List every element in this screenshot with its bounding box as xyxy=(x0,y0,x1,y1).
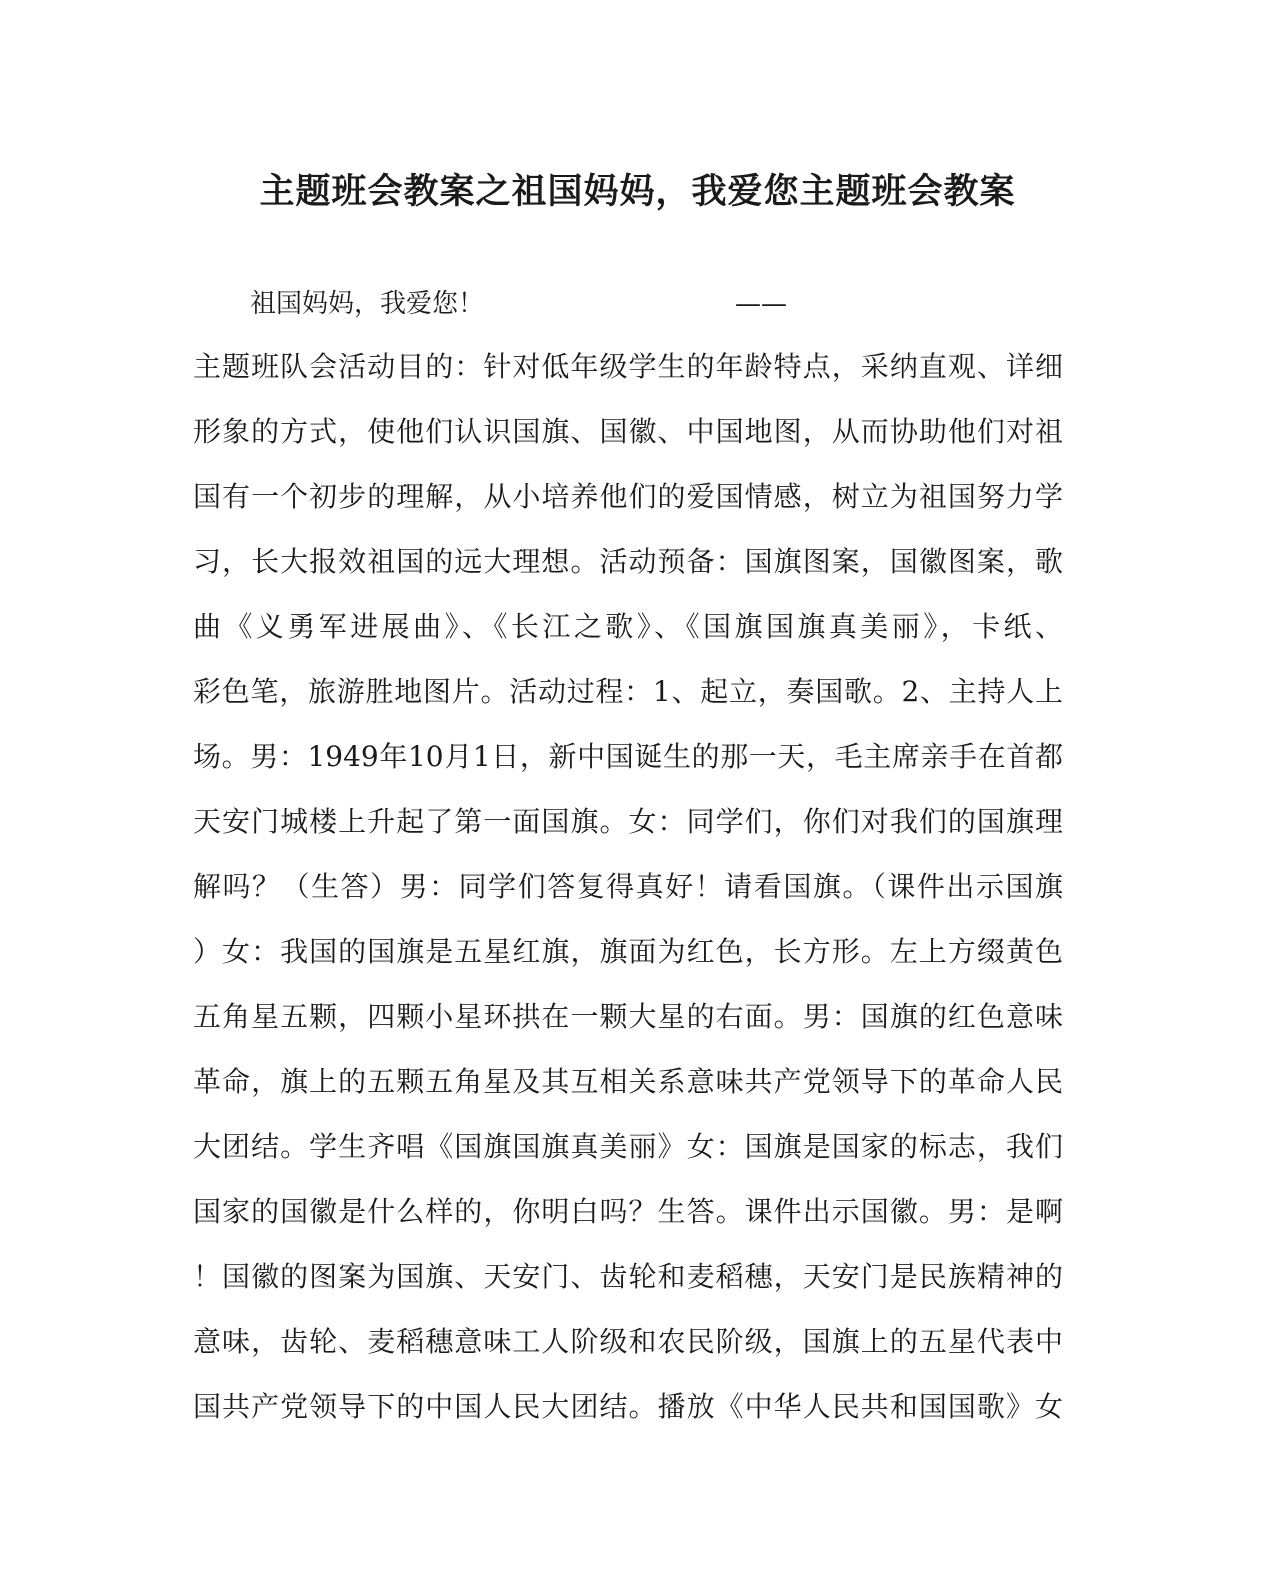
body-line: ）女：我国的国旗是五星红旗，旗面为红色，长方形。左上方缀黄色 xyxy=(193,935,1063,968)
body-line: 天安门城楼上升起了第一面国旗。女：同学们，你们对我们的国旗理 xyxy=(193,805,1063,838)
subtitle-text: 祖国妈妈，我爱您！ xyxy=(250,289,485,319)
body-line: 形象的方式，使他们认识国旗、国徽、中国地图，从而协助他们对祖 xyxy=(193,415,1063,448)
body-line: ！国徽的图案为国旗、天安门、齿轮和麦稻穗，天安门是民族精神的 xyxy=(193,1260,1063,1293)
subtitle-dash: —— xyxy=(735,289,787,319)
body-line: 国共产党领导下的中国人民大团结。播放《中华人民共和国国歌》女 xyxy=(193,1390,1063,1423)
body-line: 曲《义勇军进展曲》、《长江之歌》、《国旗国旗真美丽》，卡纸、 xyxy=(193,610,1063,643)
body-line: 意味，齿轮、麦稻穗意味工人阶级和农民阶级，国旗上的五星代表中 xyxy=(193,1325,1063,1358)
body-line: 国有一个初步的理解，从小培养他们的爱国情感，树立为祖国努力学 xyxy=(193,480,1063,513)
body-text xyxy=(193,345,1063,1450)
body-line: 五角星五颗，四颗小星环拱在一颗大星的右面。男：国旗的红色意味 xyxy=(193,1000,1063,1033)
body-line: 习，长大报效祖国的远大理想。活动预备：国旗图案，国徽图案，歌 xyxy=(193,545,1063,578)
body-line: 解吗？（生答）男：同学们答复得真好！请看国旗。（课件出示国旗 xyxy=(193,870,1063,903)
body-line: 彩色笔，旅游胜地图片。活动过程：1、起立，奏国歌。2、主持人上 xyxy=(193,675,1063,708)
body-line: 主题班队会活动目的：针对低年级学生的年龄特点，采纳直观、详细 xyxy=(193,350,1063,383)
body-line: 场。男：1949年10月1日，新中国诞生的那一天，毛主席亲手在首都 xyxy=(193,740,1063,773)
body-line: 革命，旗上的五颗五角星及其互相关系意味共产党领导下的革命人民 xyxy=(193,1065,1063,1098)
subtitle-row xyxy=(250,284,810,324)
document-title: 主题班会教案之祖国妈妈，我爱您主题班会教案 xyxy=(259,171,1016,212)
body-line: 国家的国徽是什么样的，你明白吗？生答。课件出示国徽。男：是啊 xyxy=(193,1195,1063,1228)
body-line: 大团结。学生齐唱《国旗国旗真美丽》女：国旗是国家的标志，我们 xyxy=(193,1130,1063,1163)
